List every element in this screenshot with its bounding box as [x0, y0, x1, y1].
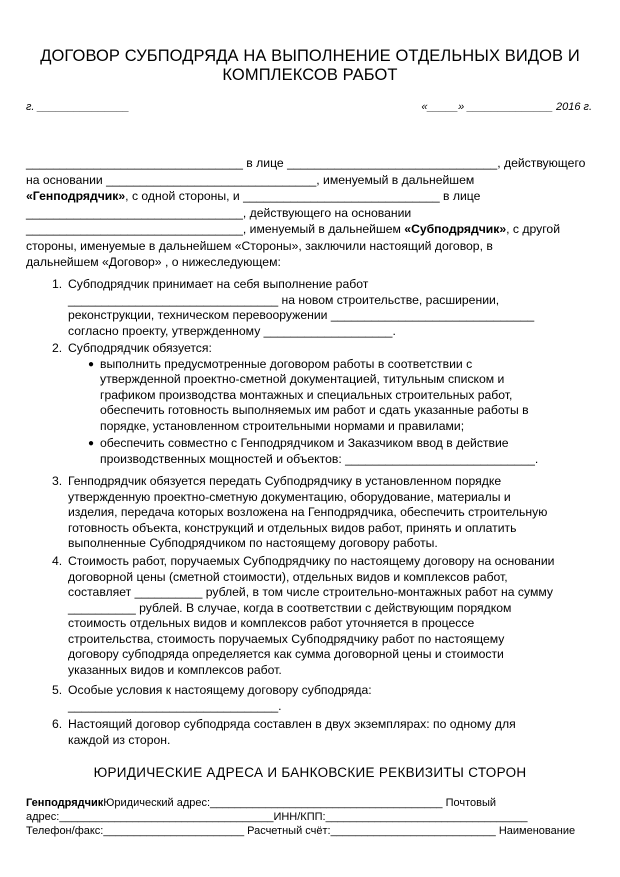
clause-number: 5.: [52, 683, 63, 697]
clause-line: Стоимость работ, поручаемых Субподрядчику по настоящему договору на основании: [68, 554, 555, 568]
clause-number: 6.: [52, 717, 63, 731]
clause-5: [52, 683, 592, 714]
bullet-icon: ●: [88, 358, 95, 370]
bullet-line: производственных мощностей и объектов: ____________________________.: [100, 451, 539, 466]
title-line-2: КОМПЛЕКСОВ РАБОТ: [222, 66, 398, 84]
clause-line: составляет __________ рублей, в том числе строительно-монтажных работ на сумму: [68, 585, 553, 599]
clause-line: договору субподряда определяется как сумма договорной цены и стоимости: [68, 647, 504, 661]
bullet-line: порядке, установленном строительными нормами и правилами;: [100, 418, 465, 433]
requisites-text: Юридический адрес:______________________________________ Почтовый: [103, 797, 497, 809]
clause-line: строительства, стоимость поручаемых Субподрядчику работ по настоящему: [68, 631, 505, 646]
clause-number: 1.: [52, 277, 63, 291]
preamble-line: ________________________________, именуемый в дальнейшем «Субподрядчик», с другой: [26, 222, 561, 236]
bullet-icon: ●: [88, 438, 95, 449]
clause-line: Генподрядчик обязуется передать Субподрядчику в установленном порядке: [68, 474, 502, 488]
clause-line: реконструкции, техническом перевооружении ______________________________: [68, 308, 535, 322]
clause-line: Особые условия к настоящему договору субподряда:: [68, 683, 372, 697]
clause-line: Настоящий договор субподряда составлен в двух экземплярах: по одному для: [68, 717, 516, 731]
clause-line: _______________________________ на новом строительстве, расширении,: [68, 292, 500, 307]
clause-number: 4.: [52, 554, 63, 568]
preamble-line: «Генподрядчик», с одной стороны, и _____________________________ в лице: [26, 189, 481, 203]
date-field: «_____» ______________ 2016 г.: [421, 101, 592, 113]
clause-1: [52, 277, 592, 339]
clause-line: Субподрядчик принимает на себя выполнение работ: [68, 277, 369, 291]
clause-2: [52, 341, 592, 467]
preamble-line: на основании _______________________________, именуемый в дальнейшем: [26, 172, 475, 187]
preamble: [26, 155, 596, 271]
requisites-line: [26, 796, 596, 810]
clause-line: утвержденную проектно-сметную документацию, оборудование, материалы и: [68, 489, 511, 504]
city-field: г. _______________: [26, 101, 130, 113]
preamble-line: дальнейшем «Договор» , о нижеследующем:: [26, 255, 281, 269]
party-label: Генподрядчик: [26, 797, 104, 809]
requisites-line: адрес:___________________________________ИНН/КПП:_________________________________: [26, 811, 528, 823]
clause-line: изделия, передача которых возложена на Генподрядчика, обеспечить строительную: [68, 505, 548, 519]
clause-line: каждой из сторон.: [68, 732, 171, 747]
bullet-line: обеспечить готовность выполняемых им работ и сдать указанные работы в: [100, 403, 529, 417]
bullet-line: обеспечить совместно с Генподрядчиком и Заказчиком ввод в действие: [100, 436, 509, 450]
clause-line: указанных видов и комплексов работ.: [68, 662, 282, 677]
bullet-line: графиком производства монтажных и специальных строительных работ,: [100, 387, 513, 402]
clause-line: выполненные Субподрядчиком по настоящему договору работы.: [68, 536, 438, 550]
clause-line: __________ рублей. В случае, когда в соответствии с действующим порядком: [68, 600, 512, 615]
requisites-heading: ЮРИДИЧЕСКИЕ АДРЕСА И БАНКОВСКИЕ РЕКВИЗИТЫ СТОРОН: [93, 765, 527, 780]
clause-line: готовность объекта, конструкций и отдельных видов работ, принять и оплатить: [68, 520, 517, 535]
bullet-item-1: [88, 356, 592, 435]
requisites-line: Телефон/факс:_______________________ Расчетный счёт:___________________________ Наименование: [26, 825, 576, 837]
preamble-line: стороны, именуемые в дальнейшем «Стороны», заключили настоящий договор, в: [26, 238, 493, 253]
clause-number: 3.: [52, 474, 63, 488]
clause-number: 2.: [52, 341, 63, 355]
clause-3: [52, 474, 592, 552]
clause-line: договорной цены (сметной стоимости), отдельных видов и комплексов работ,: [68, 569, 508, 584]
title-line-1: ДОГОВОР СУБПОДРЯДА НА ВЫПОЛНЕНИЕ ОТДЕЛЬНЫХ ВИДОВ И: [40, 47, 580, 65]
clause-line: _______________________________.: [68, 698, 282, 713]
clause-6: [52, 717, 592, 748]
clause-4: [52, 554, 592, 678]
clause-line: согласно проекту, утвержденному ___________________.: [68, 323, 396, 338]
requisites-block: [26, 796, 596, 838]
bullet-line: утвержденной проектно-сметной документацией, титульным списком и: [100, 372, 505, 386]
document-title: [20, 47, 600, 85]
bullet-item-2: [88, 436, 592, 467]
bullet-line: выполнить предусмотренные договором работы в соответствии с: [100, 356, 473, 371]
clause-line: стоимость отдельных видов и комплексов работ уточняется в процессе: [68, 616, 475, 630]
preamble-line: ________________________________, действующего на основании: [26, 205, 412, 220]
preamble-line: ________________________________ в лице _______________________________, действующего: [26, 156, 586, 170]
clause-intro: Субподрядчик обязуется:: [68, 341, 212, 355]
